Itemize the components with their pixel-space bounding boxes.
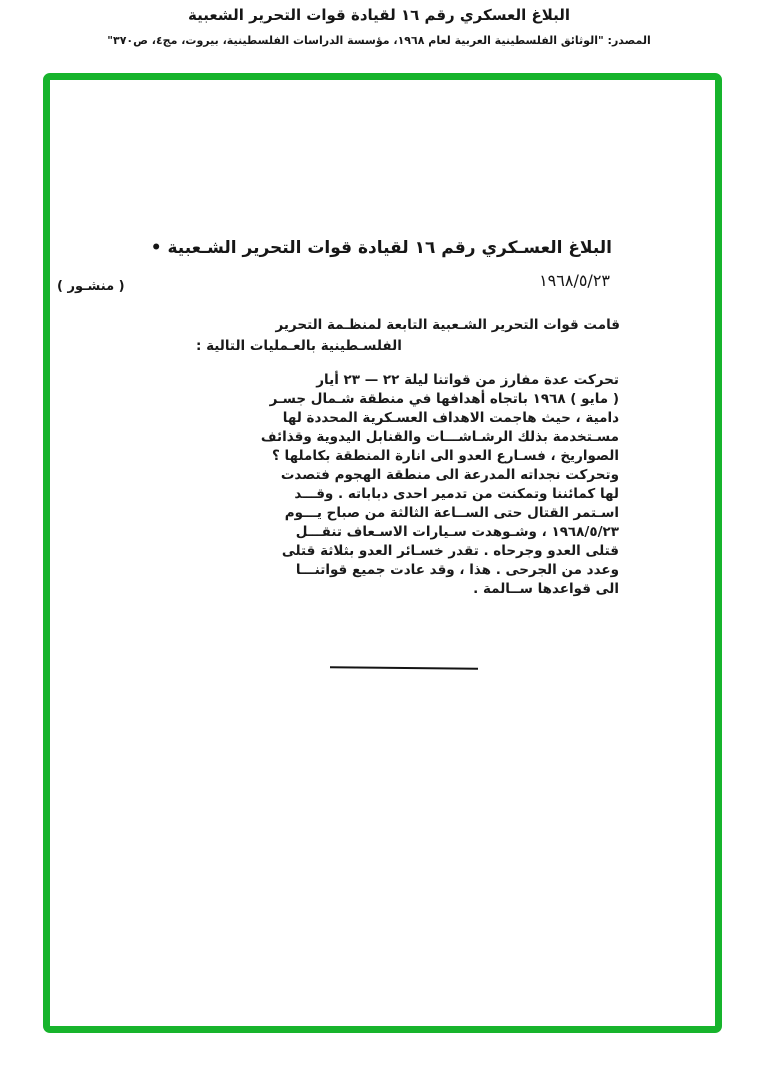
body-line: تحركت عدة مفارز من قواتنا ليلة ٢٢ — ٢٣ أيار: [316, 372, 619, 388]
body-line: ( مايو ) ١٩٦٨ باتجاه أهدافها في منطقة شـمال جسـر: [269, 391, 619, 407]
body-line: ١٩٦٨/٥/٢٣ ، وشـوهدت سـيارات الاسـعاف تنقـــل: [295, 524, 619, 540]
body-paragraph: [205, 371, 619, 599]
body-line: وعدد من الجرحى . هذا ، وقد عادت جميع قواتنـــا: [295, 562, 619, 578]
scan-header: [0, 4, 758, 49]
body-line: قتلى العدو وجرحاه . تقدر خسـائر العدو بثلاثة قتلى: [281, 543, 619, 559]
document-date: ١٩٦٨/٥/٢٣: [539, 271, 610, 290]
scan-header-source: المصدر: "الوثائق الفلسطينية العربية لعام ١٩٦٨، مؤسسة الدراسات الفلسطينية، بيروت، مج٤، ص٣٧٠": [107, 34, 651, 47]
body-line: مسـتخدمة بذلك الرشـاشـــات والقنابل اليدوية وقذائف: [260, 429, 619, 445]
publication-note: ( منشـور ): [57, 279, 125, 294]
document-title: البلاغ العسـكري رقم ١٦ لقيادة قوات التحرير الشـعبية •: [150, 238, 612, 258]
intro-line: قامت قوات التحرير الشـعبية التابعة لمنظـمة التحرير: [275, 317, 620, 333]
body-line: دامية ، حيث هاجمت الاهداف العسـكرية المحددة لها: [282, 410, 619, 426]
intro-line: الفلسـطينية بالعـمليات التالية :: [196, 338, 402, 354]
body-line: لها كمائننا وتمكنت من تدمير احدى دباباته . وقـــد: [294, 486, 619, 502]
body-line: الصواريخ ، فسـارع العدو الى انارة المنطقة بكاملها ؟: [272, 448, 619, 464]
scan-header-title: البلاغ العسكري رقم ١٦ لقيادة قوات التحرير الشعبية: [188, 6, 570, 24]
body-line: الى قواعدها ســالمة .: [473, 581, 619, 597]
intro-paragraph: [196, 316, 620, 356]
body-line: اسـتمر القتال حتى الســاعة الثالثة من صباح يـــوم: [284, 505, 619, 521]
body-line: وتحركت نجداته المدرعة الى منطقة الهجوم فتصدت: [280, 467, 619, 483]
